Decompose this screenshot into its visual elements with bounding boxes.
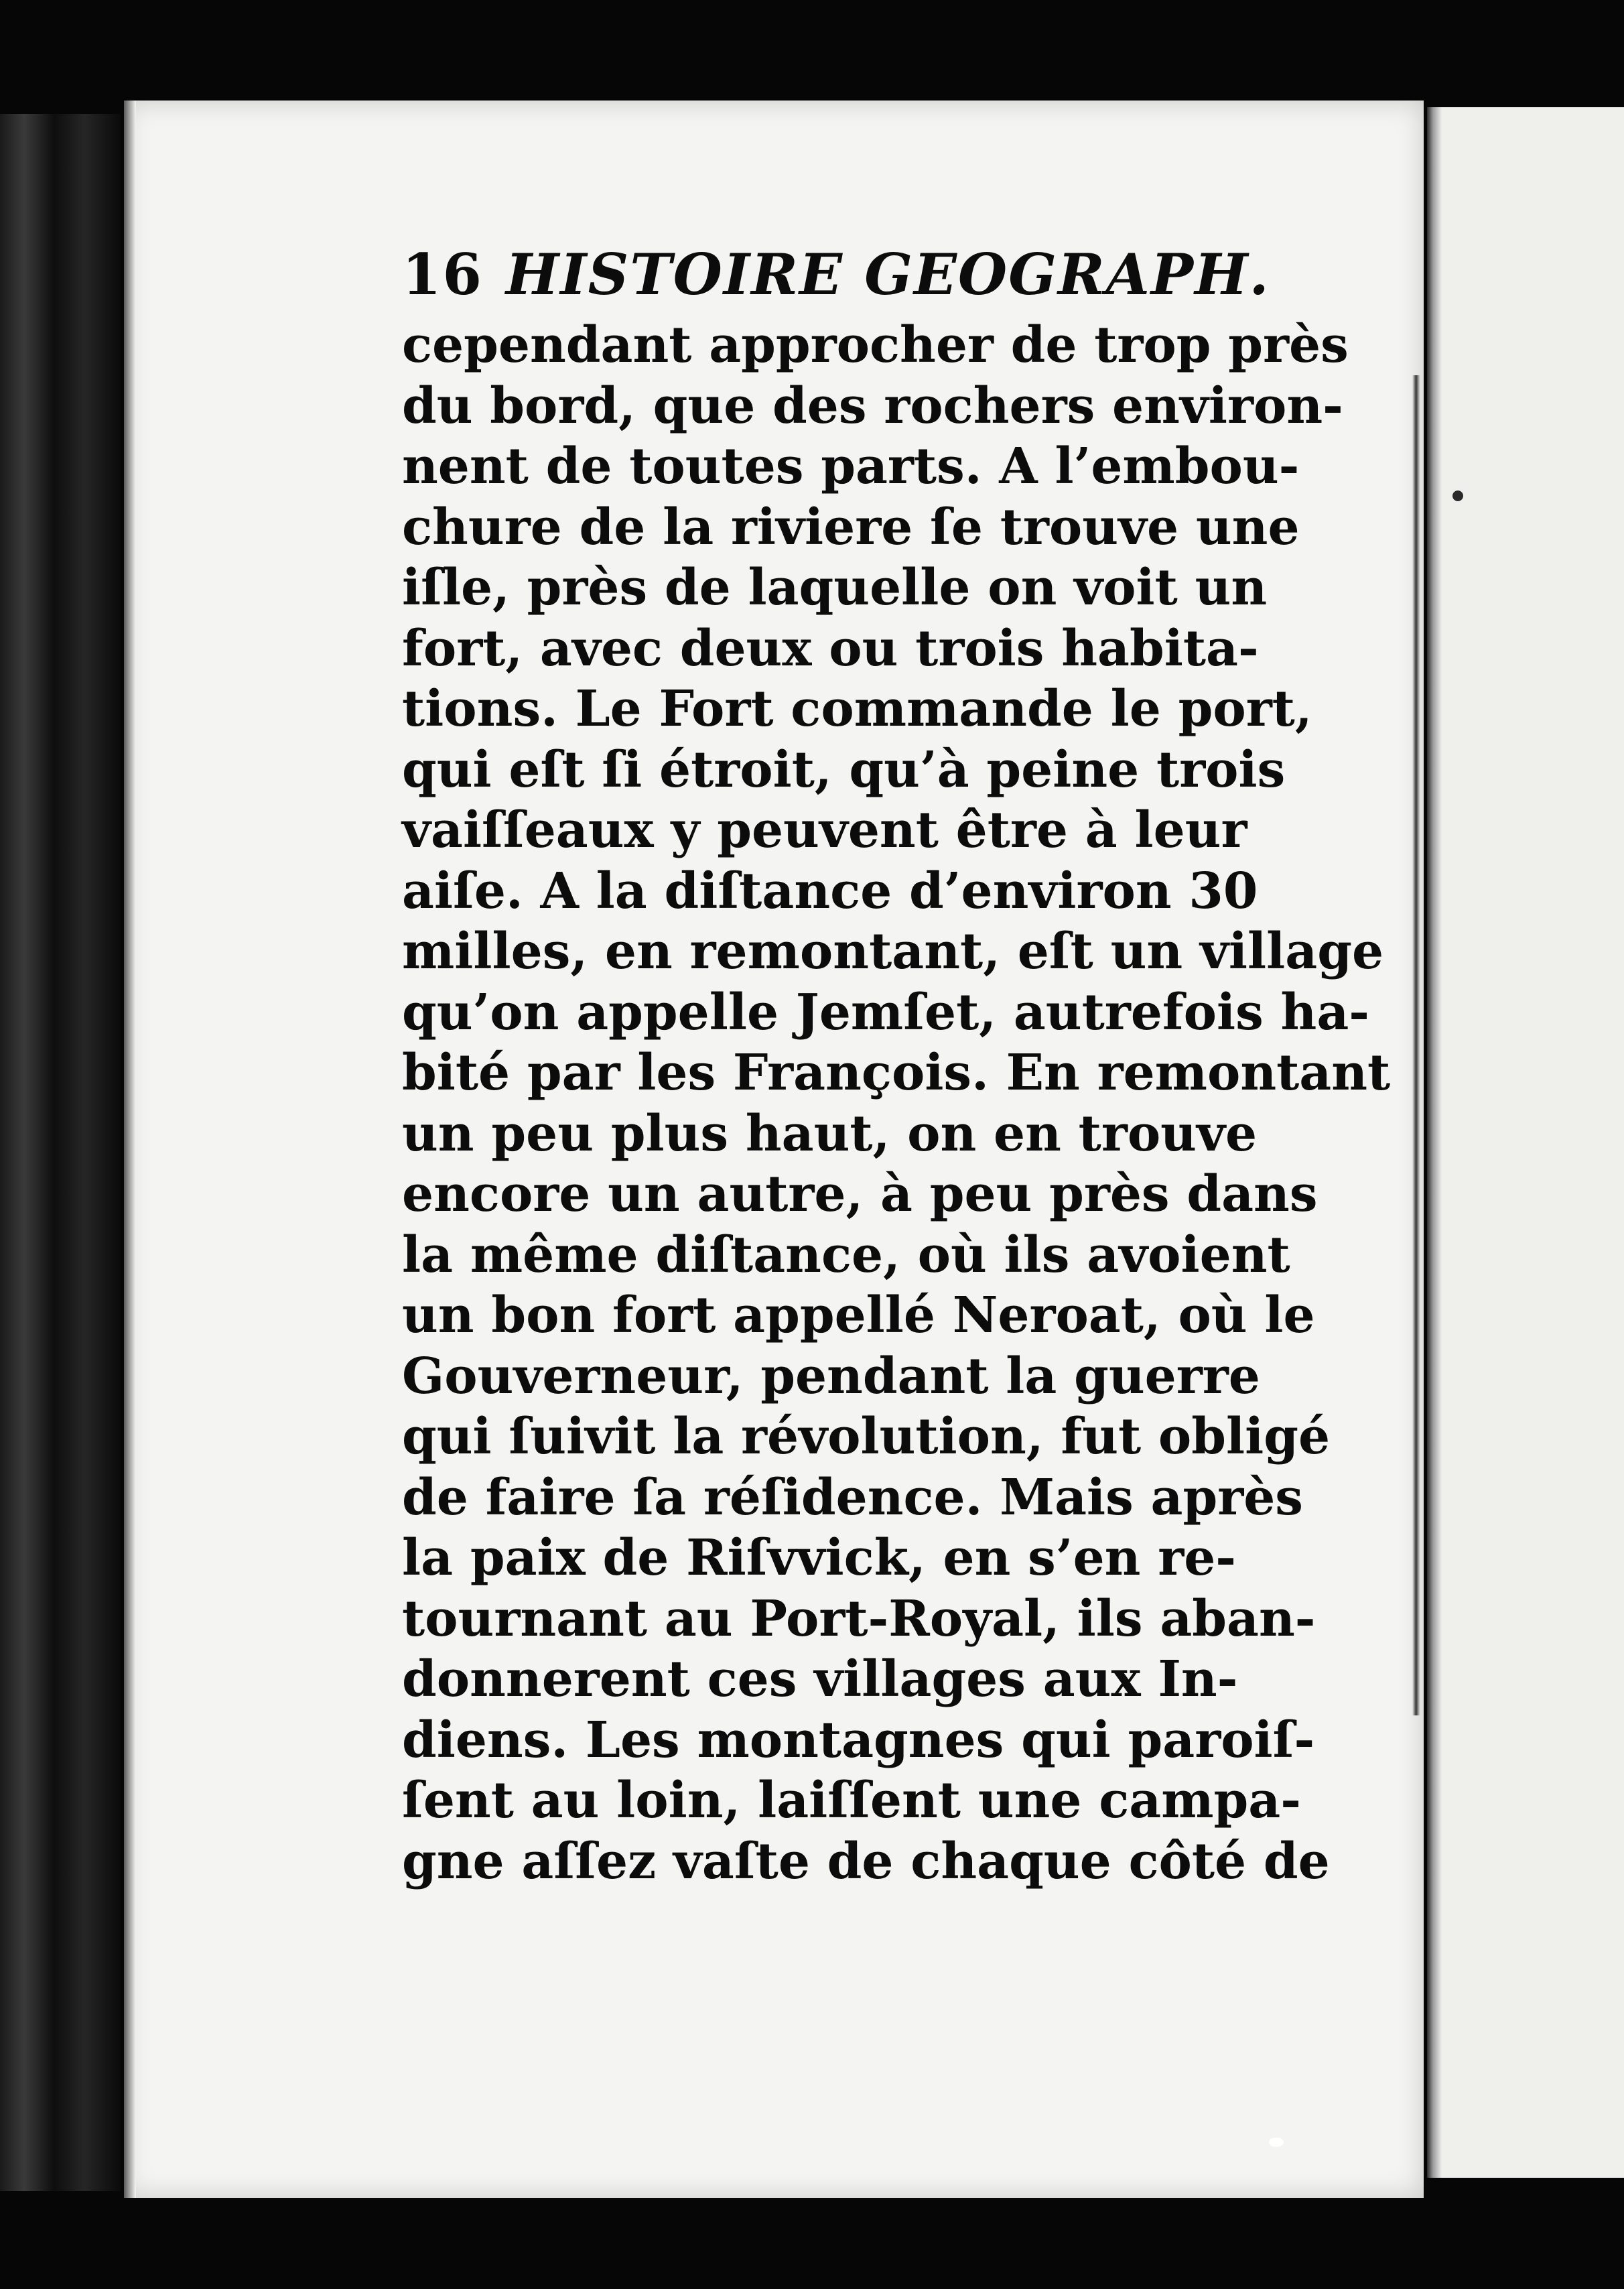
- body-text: [402, 315, 1391, 1892]
- text-line: diens. Les montagnes qui paroiſ-: [402, 1711, 1315, 1769]
- running-title: HISTOIRE GEOGRAPH.: [505, 241, 1270, 308]
- book-spine: [0, 114, 121, 2191]
- text-line: Gouverneur, pendant la guerre: [402, 1347, 1260, 1405]
- text-line: aiſe. A la diſtance d’environ 30: [402, 862, 1258, 920]
- text-line: vaiſſeaux y peuvent être à leur: [402, 801, 1247, 859]
- text-line: un peu plus haut, on en trouve: [402, 1104, 1258, 1163]
- text-line: cependant approcher de trop près: [402, 316, 1349, 374]
- page-fold-shadow: [1412, 375, 1420, 1715]
- ink-speck: [1452, 490, 1463, 501]
- paper-speck: [1269, 2138, 1284, 2147]
- text-line: milles, en remontant, eſt un village: [402, 923, 1384, 980]
- running-head: [402, 241, 1270, 315]
- next-page-edge: [1427, 107, 1624, 2178]
- text-line: donnerent ces villages aux In-: [402, 1650, 1238, 1708]
- text-line: la paix de Riſvvick, en s’en re-: [402, 1529, 1236, 1587]
- text-line: nent de toutes parts. A l’embou-: [402, 438, 1300, 495]
- text-line: du bord, que des rochers environ-: [402, 377, 1343, 435]
- text-line: tournant au Port-Royal, ils aban-: [402, 1589, 1316, 1648]
- text-line: encore un autre, à peu près dans: [402, 1165, 1318, 1223]
- text-line: chure de la riviere ſe trouve une: [402, 498, 1300, 556]
- page-number: 16: [402, 241, 483, 308]
- text-line: qui ſuivit la révolution, fut obligé: [402, 1408, 1331, 1465]
- text-line: gne aſſez vaſte de chaque côté de: [402, 1832, 1330, 1890]
- text-line: tions. Le Fort commande le port,: [402, 680, 1312, 738]
- text-line: fort, avec deux ou trois habita-: [402, 619, 1259, 677]
- text-line: iſle, près de laquelle on voit un: [402, 559, 1268, 616]
- text-line: qui eſt ſi étroit, qu’à peine trois: [402, 740, 1286, 799]
- text-line: un bon fort appellé Neroat, où le: [402, 1287, 1315, 1344]
- text-line: qu’on appelle Jemſet, autrefois ha-: [402, 983, 1370, 1041]
- text-line: de faire ſa réſidence. Mais après: [402, 1468, 1303, 1526]
- text-line: bité par les François. En remontant: [402, 1044, 1391, 1102]
- page-text: [402, 241, 1391, 1892]
- text-line: la même diſtance, où ils avoient: [402, 1226, 1290, 1284]
- text-line: ſent au loin, laiſſent une campa-: [402, 1772, 1301, 1829]
